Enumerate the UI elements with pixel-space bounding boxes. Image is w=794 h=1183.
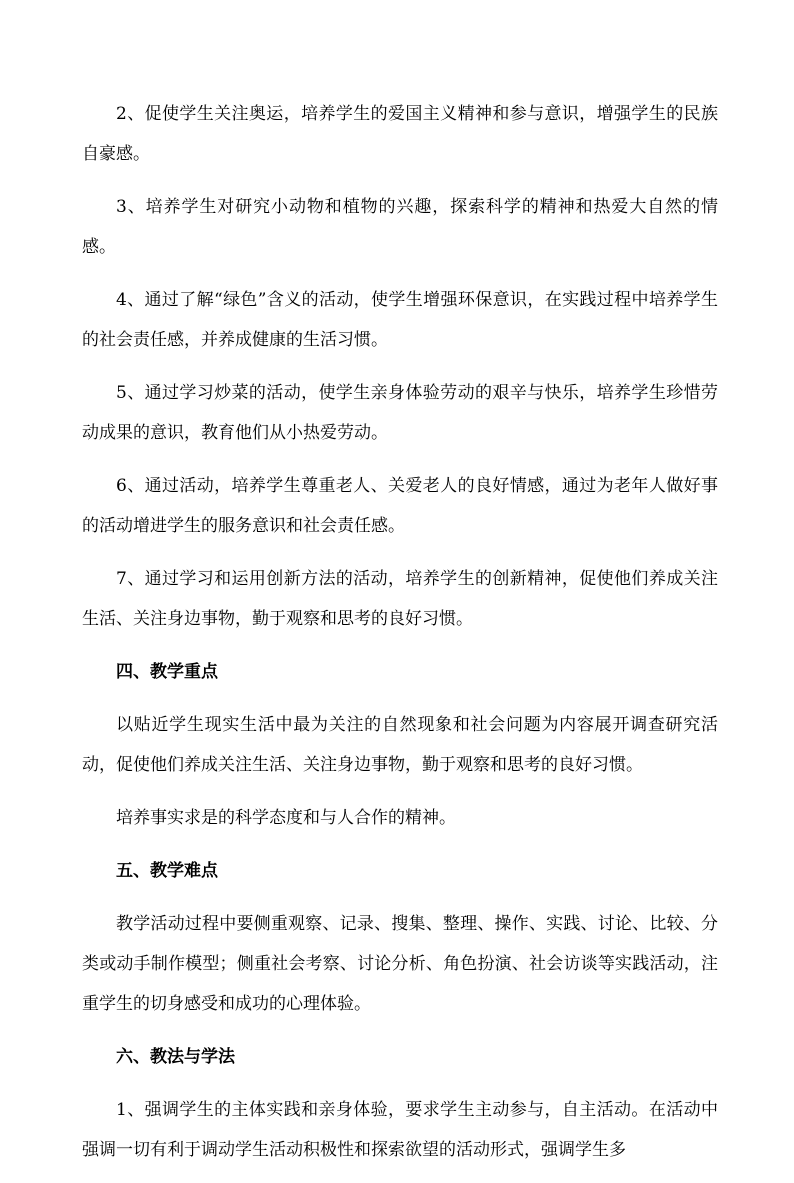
objective-5-paragraph: 5、通过学习炒菜的活动，使学生亲身体验劳动的艰辛与快乐，培养学生珍惜劳动成果的意识，教育他们从小热爱劳动。 [82,383,718,443]
objective-7-paragraph: 7、通过学习和运用创新方法的活动，培养学生的创新精神，促使他们养成关注生活、关注身边事物，勤于观察和思考的良好习惯。 [82,569,718,629]
objective-2-paragraph: 2、促使学生关注奥运，培养学生的爱国主义精神和参与意识，增强学生的民族自豪感。 [82,104,718,164]
key-points-paragraph-1: 以贴近学生现实生活中最为关注的自然现象和社会问题为内容展开调查研究活动，促使他们养成关注生活、关注身边事物，勤于观察和思考的良好习惯。 [82,715,718,775]
objective-6-paragraph: 6、通过活动，培养学生尊重老人、关爱老人的良好情感，通过为老年人做好事的活动增进学生的服务意识和社会责任感。 [82,476,718,536]
difficulties-paragraph: 教学活动过程中要侧重观察、记录、搜集、整理、操作、实践、讨论、比较、分类或动手制作模型；侧重社会考察、讨论分析、角色扮演、社会访谈等实践活动，注重学生的切身感受和成功的心理体验。 [82,914,718,1014]
section-heading-methods: 六、教法与学法 [116,1047,235,1067]
methods-paragraph-1: 1、强调学生的主体实践和亲身体验，要求学生主动参与，自主活动。在活动中强调一切有利于调动学生活动积极性和探索欲望的活动形式，强调学生多 [82,1100,718,1160]
document-page [82,94,718,1183]
section-heading-difficulties: 五、教学难点 [116,861,218,881]
objective-3-paragraph: 3、培养学生对研究小动物和植物的兴趣，探索科学的精神和热爱大自然的情感。 [82,197,718,257]
section-heading-key-points: 四、教学重点 [116,662,218,682]
objective-4-paragraph: 4、通过了解“绿色”含义的活动，使学生增强环保意识，在实践过程中培养学生的社会责任感，并养成健康的生活习惯。 [82,290,718,350]
key-points-paragraph-2: 培养事实求是的科学态度和与人合作的精神。 [116,808,456,828]
